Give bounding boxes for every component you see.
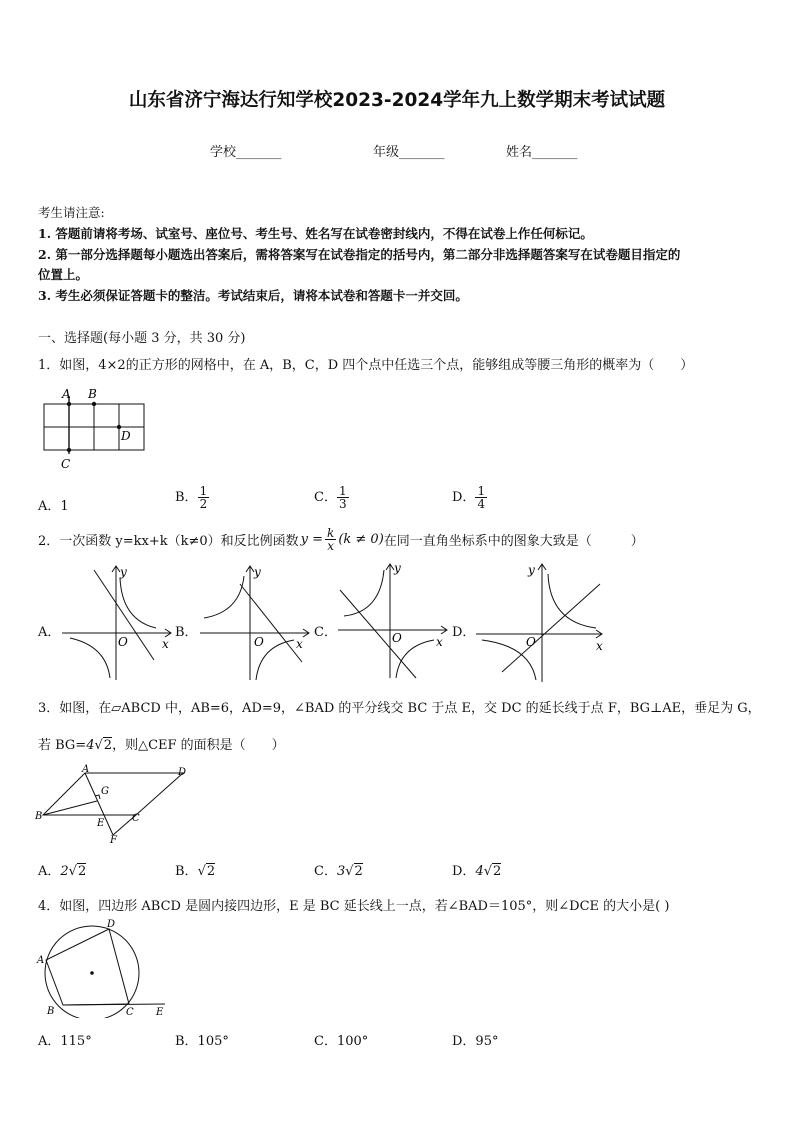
notice-item-3: 3. 考生必须保证答题卡的整洁。考试结束后，请将本试卷和答题卡一并交回。: [38, 288, 468, 303]
q1-option-d: D． $\frac{1}{4}$: [452, 484, 486, 511]
q1-label-a: A: [62, 387, 71, 401]
q2-graph-b: [196, 562, 316, 687]
svg-text:x: x: [436, 635, 443, 649]
svg-text:B: B: [47, 1006, 55, 1017]
svg-text:y: y: [120, 565, 127, 579]
name-field: 姓名_______: [506, 145, 578, 160]
q3-stem-line1: 3．如图，在▱ABCD 中，AB=6，AD=9，∠BAD 的平分线交 BC 于点 E，交 DC 的延长线于点 F，BG⊥AE，垂足为 G，: [38, 701, 761, 716]
notice-heading: 考生请注意:: [38, 205, 105, 220]
svg-text:B: B: [35, 811, 43, 822]
section-heading: 一、选择题(每小题 3 分，共 30 分): [38, 331, 246, 346]
q4-option-c: C．100°: [314, 1034, 369, 1049]
svg-text:C: C: [126, 1007, 134, 1018]
q1-label-d: D: [121, 429, 131, 443]
svg-text:O: O: [526, 635, 536, 649]
q1-option-b: B． $\frac{1}{2}$: [175, 484, 208, 511]
svg-text:O: O: [254, 635, 264, 649]
q3-option-a: A．2√2: [38, 864, 87, 879]
q4-option-d: D．95°: [452, 1034, 499, 1049]
svg-text:x: x: [296, 637, 303, 651]
q2-stem: 2．一次函数 y=kx+k（k≠0）和反比例函数 y = $\frac{k}{x}$ (k ≠ 0) 在同一直角坐标系中的图象大致是（ ）: [38, 526, 644, 553]
q4-stem: 4．如图，四边形 ABCD 是圆内接四边形，E 是 BC 延长线上一点，若∠BAD＝105°，则∠DCE 的大小是( ): [38, 899, 670, 914]
q4-circle-figure: [34, 914, 170, 1018]
q3-option-d: D．4√2: [452, 864, 502, 879]
svg-text:y: y: [528, 563, 535, 577]
q3-option-c: C．3√2: [314, 864, 363, 879]
q3-stem-line2: 若 BG=4√2，则△CEF 的面积是（ ）: [38, 738, 285, 753]
svg-text:E: E: [156, 1007, 164, 1018]
q2-option-a: A．: [38, 625, 61, 640]
svg-text:G: G: [101, 786, 109, 797]
grade-field: 年级_______: [373, 145, 445, 160]
q1-option-c: C． $\frac{1}{3}$: [314, 484, 347, 511]
school-field: 学校_______: [210, 145, 282, 160]
svg-text:A: A: [82, 764, 90, 775]
page-title: 山东省济宁海达行知学校2023-2024学年九上数学期末考试试题: [128, 90, 666, 111]
q2-graph-d: [472, 560, 607, 685]
notice-item-1: 1. 答题前请将考场、试室号、座位号、考生号、姓名写在试卷密封线内，不得在试卷上作任何标记。: [38, 226, 593, 241]
svg-text:E: E: [97, 818, 105, 829]
svg-text:C: C: [132, 813, 140, 824]
svg-text:D: D: [178, 767, 187, 778]
q4-option-a: A．115°: [38, 1034, 92, 1049]
q1-label-c: C: [61, 457, 71, 471]
q1-label-b: B: [88, 387, 97, 401]
q3-parallelogram-figure: [35, 763, 195, 845]
notice-item-2-cont: 位置上。: [38, 267, 89, 282]
q1-grid-figure: [40, 384, 150, 472]
svg-text:D: D: [107, 919, 116, 930]
notice-item-2: 2. 第一部分选择题每小题选出答案后，需将答案写在试卷指定的括号内，第二部分非选择题答案写在试卷题目指定的: [38, 247, 681, 262]
svg-text:x: x: [596, 639, 603, 653]
q2-option-b: B．: [175, 625, 198, 640]
svg-text:O: O: [118, 635, 128, 649]
svg-text:O: O: [392, 631, 402, 645]
svg-text:F: F: [110, 835, 117, 845]
q3-option-b: B．√2: [175, 864, 216, 879]
svg-text:y: y: [394, 561, 401, 575]
svg-text:y: y: [254, 565, 261, 579]
q2-graph-c: [334, 560, 454, 685]
q2-option-d: D．: [452, 625, 476, 640]
svg-text:x: x: [162, 637, 169, 651]
svg-text:A: A: [37, 955, 45, 966]
q2-option-c: C．: [314, 625, 337, 640]
q1-option-a: A．1: [38, 499, 69, 514]
q4-option-b: B．105°: [175, 1034, 229, 1049]
q1-stem: 1．如图，4×2的正方形的网格中，在 A，B，C，D 四个点中任选三个点，能够组成等腰三角形的概率为（ ）: [38, 358, 694, 373]
q2-graph-a: [58, 562, 178, 687]
